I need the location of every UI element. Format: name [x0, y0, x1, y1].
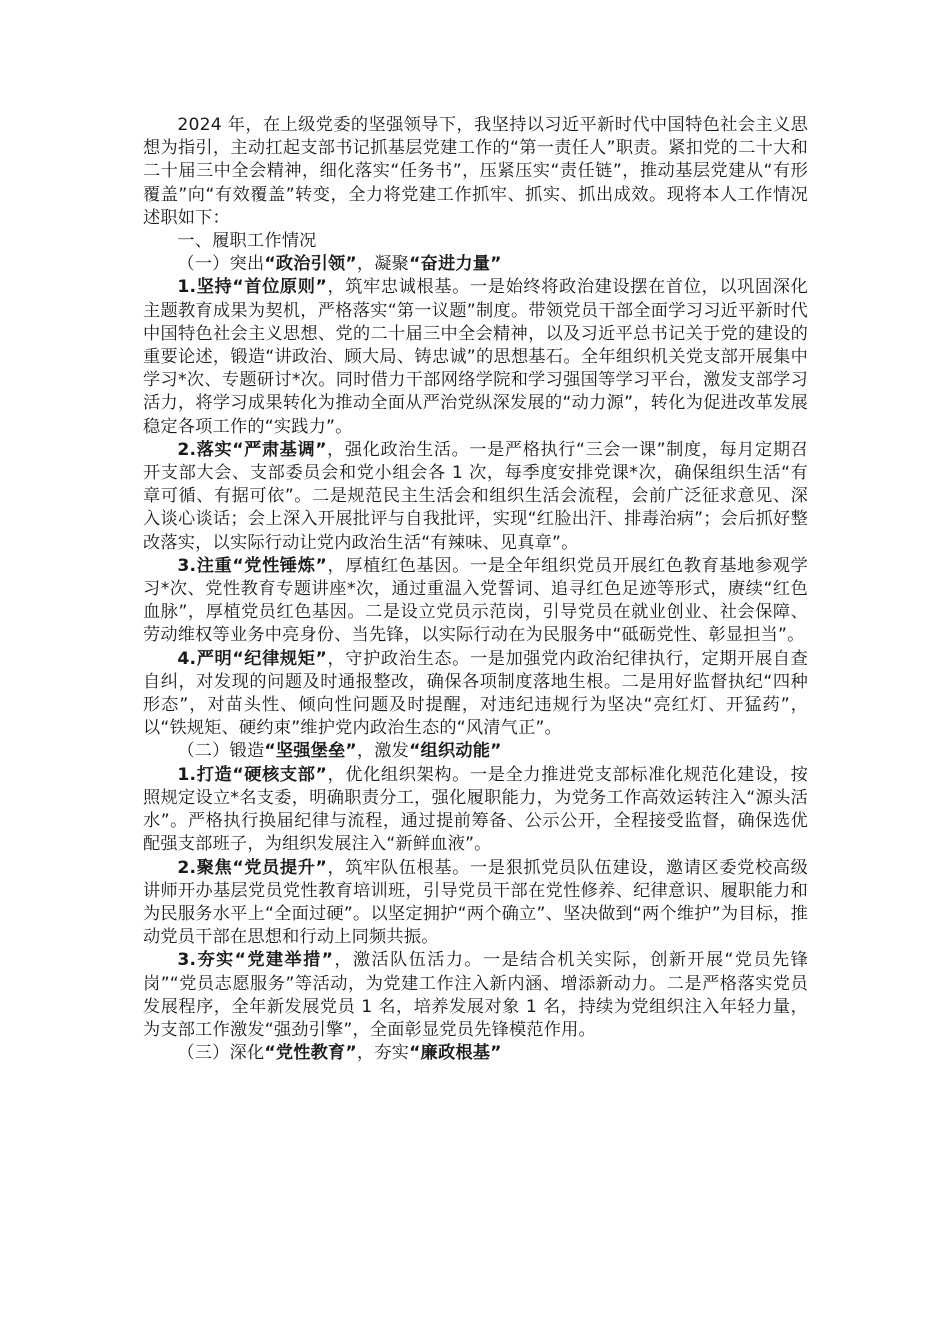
paragraph-1-2 — [143, 439, 808, 555]
paragraph-1-4 — [143, 648, 808, 741]
paragraph-1-3-lead: 3.注重“党性锤炼” — [177, 555, 328, 576]
subsection-heading-3-prefix: （三）深化 — [177, 1043, 265, 1064]
subsection-heading-2-mid: ，激发 — [356, 741, 410, 762]
subsection-heading-3-key2: “廉政根基” — [409, 1043, 502, 1064]
paragraph-2-1 — [143, 764, 808, 857]
subsection-heading-3-mid: ，夯实 — [356, 1043, 410, 1064]
paragraph-1-1 — [143, 276, 808, 438]
paragraph-2-1-lead: 1.打造“硬核支部” — [177, 764, 328, 785]
subsection-heading-1-mid: ，凝聚 — [356, 254, 410, 275]
paragraph-1-3 — [143, 555, 808, 648]
subsection-heading-2-key2: “组织动能” — [409, 741, 502, 762]
subsection-heading-1 — [143, 253, 808, 276]
paragraph-2-3 — [143, 949, 808, 1042]
subsection-heading-3 — [143, 1042, 808, 1065]
paragraph-2-2-text: ，筑牢队伍根基。一是狠抓党员队伍建设，邀请区委党校高级讲师开办基层党员党性教育培训班，引导党员干部在党性修养、纪律意识、履职能力和为民服务水平上“全面过硬”。以坚定拥护“两个确立”、坚决做到“两个维护”为目标，推动党员干部在思想和行动上同频共振。 — [143, 857, 808, 948]
paragraph-1-4-text: ，守护政治生态。一是加强党内政治纪律执行，定期开展自查自纠，对发现的问题及时通报整改，确保各项制度落地生根。二是用好监督执纪“四种形态”，对苗头性、倾向性问题及时提醒，对违纪违规行为坚决“亮红灯、开猛药”，以“铁规矩、硬约束”维护党内政治生态的“风清气正”。 — [143, 648, 808, 739]
paragraph-1-1-lead: 1.坚持“首位原则” — [177, 277, 328, 298]
paragraph-2-2-lead: 2.聚焦“党员提升” — [177, 857, 328, 878]
subsection-heading-2 — [143, 740, 808, 763]
paragraph-2-3-lead: 3.夯实“党建举措” — [177, 950, 334, 971]
intro-paragraph: 2024 年，在上级党委的坚强领导下，我坚持以习近平新时代中国特色社会主义思想为指引，主动扛起支部书记抓基层党建工作的“第一责任人”职责。紧扣党的二十大和二十届三中全会精神，细化落实“任务书”，压紧压实“责任链”，推动基层党建从“有形覆盖”向“有效覆盖”转变，全力将党建工作抓牢、抓实、抓出成效。现将本人工作情况述职如下： — [143, 115, 808, 228]
subsection-heading-1-key2: “奋进力量” — [409, 254, 502, 275]
paragraph-1-2-lead: 2.落实“严肃基调” — [177, 439, 327, 460]
section-heading: 一、履职工作情况 — [177, 231, 317, 252]
subsection-heading-2-prefix: （二）锻造 — [177, 741, 265, 762]
subsection-heading-1-key1: “政治引领” — [264, 254, 357, 275]
subsection-heading-2-key1: “坚强堡垒” — [264, 741, 357, 762]
paragraph-2-1-text: ，优化组织架构。一是全力推进党支部标准化规范化建设，按照规定设立*名支委，明确职责分工，强化履职能力，为党务工作高效运转注入“源头活水”。严格执行换届纪律与流程，通过提前筹备、公示公开，全程接受监督，确保选优配强支部班子，为组织发展注入“新鲜血液”。 — [143, 764, 808, 855]
paragraph-1-1-text: ，筑牢忠诚根基。一是始终将政治建设摆在首位，以巩固深化主题教育成果为契机，严格落实“第一议题”制度。带领党员干部全面学习习近平新时代中国特色社会主义思想、党的二十届三中全会精神，以及习近平总书记关于党的建设的重要论述，锻造“讲政治、顾大局、铸忠诚”的思想基石。全年组织机关党支部开展集中学习*次、专题研讨*次。同时借力干部网络学院和学习强国等学习平台，激发支部学习活力，将学习成果转化为推动全面从严治党纵深发展的“动力源”，转化为促进改革发展稳定各项工作的“实践力”。 — [143, 277, 808, 437]
document-body — [143, 114, 808, 1065]
subsection-heading-1-prefix: （一）突出 — [177, 254, 265, 275]
paragraph-1-3-text: ，厚植红色基因。一是全年组织党员开展红色教育基地参观学习*次、党性教育专题讲座*次，通过重温入党誓词、追寻红色足迹等形式，赓续“红色血脉”，厚植党员红色基因。二是设立党员示范岗，引导党员在就业创业、社会保障、劳动维权等业务中亮身份、当先锋，以实际行动在为民服务中“砥砺党性、彰显担当”。 — [143, 555, 808, 646]
paragraph-1-4-lead: 4.严明“纪律规矩” — [177, 648, 328, 669]
paragraph-1-2-text: ，强化政治生活。一是严格执行“三会一课”制度，每月定期召开支部大会、支部委员会和党小组会各 1 次，每季度安排党课*次，确保组织生活“有章可循、有据可依”。二是规范民主生活会和组织生活会流程，会前广泛征求意见、深入谈心谈话；会上深入开展批评与自我批评，实现“红脸出汗、排毒治病”；会后抓好整改落实，以实际行动让党内政治生活“有辣味、见真章”。 — [143, 439, 808, 553]
paragraph-2-3-text: ，激活队伍活力。一是结合机关实际，创新开展“党员先锋岗”“党员志愿服务”等活动，为党建工作注入新内涵、增添新动力。二是严格落实党员发展程序，全年新发展党员 1 名，培养发展对象 1 名，持续为党组织注入年轻力量，为支部工作激发“强劲引擎”，全面彰显党员先锋模范作用。 — [143, 950, 808, 1040]
subsection-heading-3-key1: “党性教育” — [264, 1043, 357, 1064]
paragraph-2-2 — [143, 857, 808, 950]
